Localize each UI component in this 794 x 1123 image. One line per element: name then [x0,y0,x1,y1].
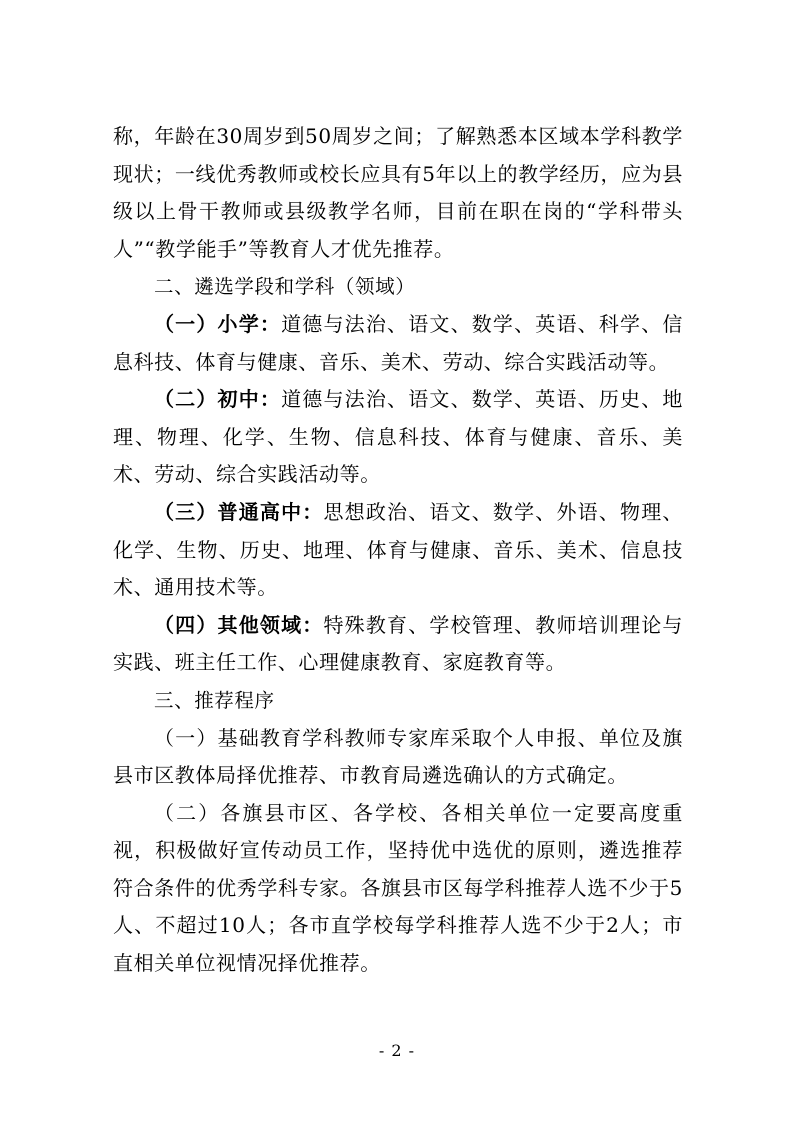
senior-high-lead: （三）普通高中： [154,499,324,524]
junior-high-subjects: 道德与法治、语文、数学、英语、历史、地理、物理、化学、生物、信息科技、体育与健康、音乐、美术、劳动、综合实践活动等。 [113,387,683,487]
other-fields-lead: （四）其他领域： [154,612,324,637]
section-heading-procedure: 三、推荐程序 [154,688,275,712]
primary-school-lead: （一）小学： [154,311,282,336]
primary-school-subjects: 道德与法治、语文、数学、英语、科学、信息科技、体育与健康、音乐、美术、劳动、综合实践活动等。 [113,311,683,374]
senior-high-subjects: 思想政治、语文、数学、外语、物理、化学、生物、历史、地理、体育与健康、音乐、美术、信息技术、通用技术等。 [113,499,683,600]
junior-high-lead: （二）初中： [154,387,282,412]
other-fields-subjects: 特殊教育、学校管理、教师培训理论与实践、班主任工作、心理健康教育、家庭教育等。 [113,612,683,675]
page-number: - 2 - [378,1041,416,1060]
paragraph-procedure-2: （二）各旗县市区、各学校、各相关单位一定要高度重视，积极做好宣传动员工作，坚持优中选优的原则，遴选推荐符合条件的优秀学科专家。各旗县市区每学科推荐人选不少于5人、不超过10人；各市直学校每学科推荐人选不少于2人；市直相关单位视情况择优推荐。 [113,800,683,976]
paragraph-primary-school [113,306,683,381]
paragraph-senior-high [113,494,683,607]
paragraph-other-fields [113,607,683,682]
paragraph-junior-high [113,381,683,494]
paragraph-eligibility-continued: 称，年龄在30周岁到50周岁之间；了解熟悉本区域本学科教学现状；一线优秀教师或校长应具有5年以上的教学经历，应为县级以上骨干教师或县级教学名师，目前在职在岗的“学科带头人”“教学能手”等教育人才优先推荐。 [113,124,683,261]
section-heading-subjects: 二、遴选学段和学科（领域） [154,275,416,299]
paragraph-procedure-1: （一）基础教育学科教师专家库采取个人申报、单位及旗县市区教体局择优推荐、市教育局遴选确认的方式确定。 [113,725,683,788]
page-body [113,118,683,983]
